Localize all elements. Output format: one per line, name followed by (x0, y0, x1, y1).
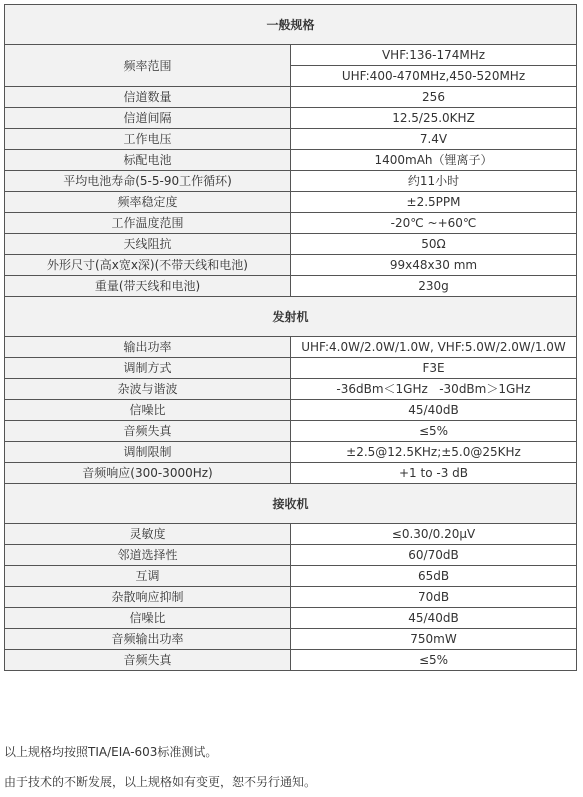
spec-value: -36dBm＜1GHz -30dBm＞1GHz (291, 379, 577, 400)
table-row (5, 150, 577, 171)
spec-value: 7.4V (291, 129, 577, 150)
table-row (5, 629, 577, 650)
spec-value: 65dB (291, 566, 577, 587)
spec-label: 杂波与谐波 (5, 379, 291, 400)
spec-table (4, 4, 577, 671)
spec-value: 1400mAh（锂离子） (291, 150, 577, 171)
table-row (5, 421, 577, 442)
spec-label: 标配电池 (5, 150, 291, 171)
section-title: 接收机 (5, 484, 577, 524)
spec-value: ≤5% (291, 421, 577, 442)
table-row (5, 129, 577, 150)
spec-label: 灵敏度 (5, 524, 291, 545)
spec-label: 平均电池寿命(5-5-90工作循环) (5, 171, 291, 192)
spec-value: VHF:136-174MHz (291, 45, 577, 66)
spec-label: 互调 (5, 566, 291, 587)
footnote-standard: 以上规格均按照TIA/EIA-603标准测试。 (4, 745, 218, 759)
table-row (5, 400, 577, 421)
footnotes (4, 744, 579, 790)
table-row (5, 276, 577, 297)
spec-label: 重量(带天线和电池) (5, 276, 291, 297)
spec-label: 音频失真 (5, 421, 291, 442)
spec-label: 调制限制 (5, 442, 291, 463)
spec-value: 750mW (291, 629, 577, 650)
table-row (5, 650, 577, 671)
table-row (5, 171, 577, 192)
spec-label: 频率范围 (5, 45, 291, 87)
spec-label: 信噪比 (5, 608, 291, 629)
spec-value: ±2.5PPM (291, 192, 577, 213)
spec-label: 音频响应(300-3000Hz) (5, 463, 291, 484)
section-header-row (5, 484, 577, 524)
spec-label: 频率稳定度 (5, 192, 291, 213)
spec-label: 外形尺寸(高x宽x深)(不带天线和电池) (5, 255, 291, 276)
section-title: 发射机 (5, 297, 577, 337)
spec-label: 工作温度范围 (5, 213, 291, 234)
spec-value: 256 (291, 87, 577, 108)
spec-label: 杂散响应抑制 (5, 587, 291, 608)
spec-label: 工作电压 (5, 129, 291, 150)
spec-label: 音频失真 (5, 650, 291, 671)
table-row (5, 192, 577, 213)
table-row (5, 566, 577, 587)
spec-value: +1 to -3 dB (291, 463, 577, 484)
spec-value: 99x48x30 mm (291, 255, 577, 276)
table-row (5, 337, 577, 358)
footnote-disclaimer: 由于技术的不断发展，以上规格如有变更，恕不另行通知。 (4, 775, 317, 789)
spec-value: F3E (291, 358, 577, 379)
spec-value: 12.5/25.0KHZ (291, 108, 577, 129)
spec-value: ≤0.30/0.20μV (291, 524, 577, 545)
spec-label: 信道数量 (5, 87, 291, 108)
spec-value: UHF:4.0W/2.0W/1.0W, VHF:5.0W/2.0W/1.0W (291, 337, 577, 358)
table-row (5, 379, 577, 400)
spec-label: 信噪比 (5, 400, 291, 421)
spec-value: 50Ω (291, 234, 577, 255)
table-row (5, 234, 577, 255)
spec-value: ±2.5@12.5KHz;±5.0@25KHz (291, 442, 577, 463)
table-row (5, 524, 577, 545)
spec-label: 音频输出功率 (5, 629, 291, 650)
spec-value: 45/40dB (291, 400, 577, 421)
spec-value: UHF:400-470MHz,450-520MHz (291, 66, 577, 87)
table-row (5, 108, 577, 129)
table-row (5, 608, 577, 629)
spec-value: ≤5% (291, 650, 577, 671)
table-row (5, 255, 577, 276)
spec-value: 60/70dB (291, 545, 577, 566)
table-row (5, 463, 577, 484)
table-row (5, 545, 577, 566)
table-row (5, 45, 577, 66)
table-row (5, 358, 577, 379)
spec-value: 45/40dB (291, 608, 577, 629)
spec-label: 信道间隔 (5, 108, 291, 129)
section-header-row (5, 5, 577, 45)
spec-label: 调制方式 (5, 358, 291, 379)
spec-value: 230g (291, 276, 577, 297)
table-row (5, 442, 577, 463)
table-row (5, 213, 577, 234)
spec-value: 约11小时 (291, 171, 577, 192)
spec-value: -20℃ ~+60℃ (291, 213, 577, 234)
table-row (5, 87, 577, 108)
table-row (5, 587, 577, 608)
section-title: 一般规格 (5, 5, 577, 45)
section-header-row (5, 297, 577, 337)
spec-label: 输出功率 (5, 337, 291, 358)
spec-value: 70dB (291, 587, 577, 608)
spec-label: 天线阻抗 (5, 234, 291, 255)
spec-label: 邻道选择性 (5, 545, 291, 566)
